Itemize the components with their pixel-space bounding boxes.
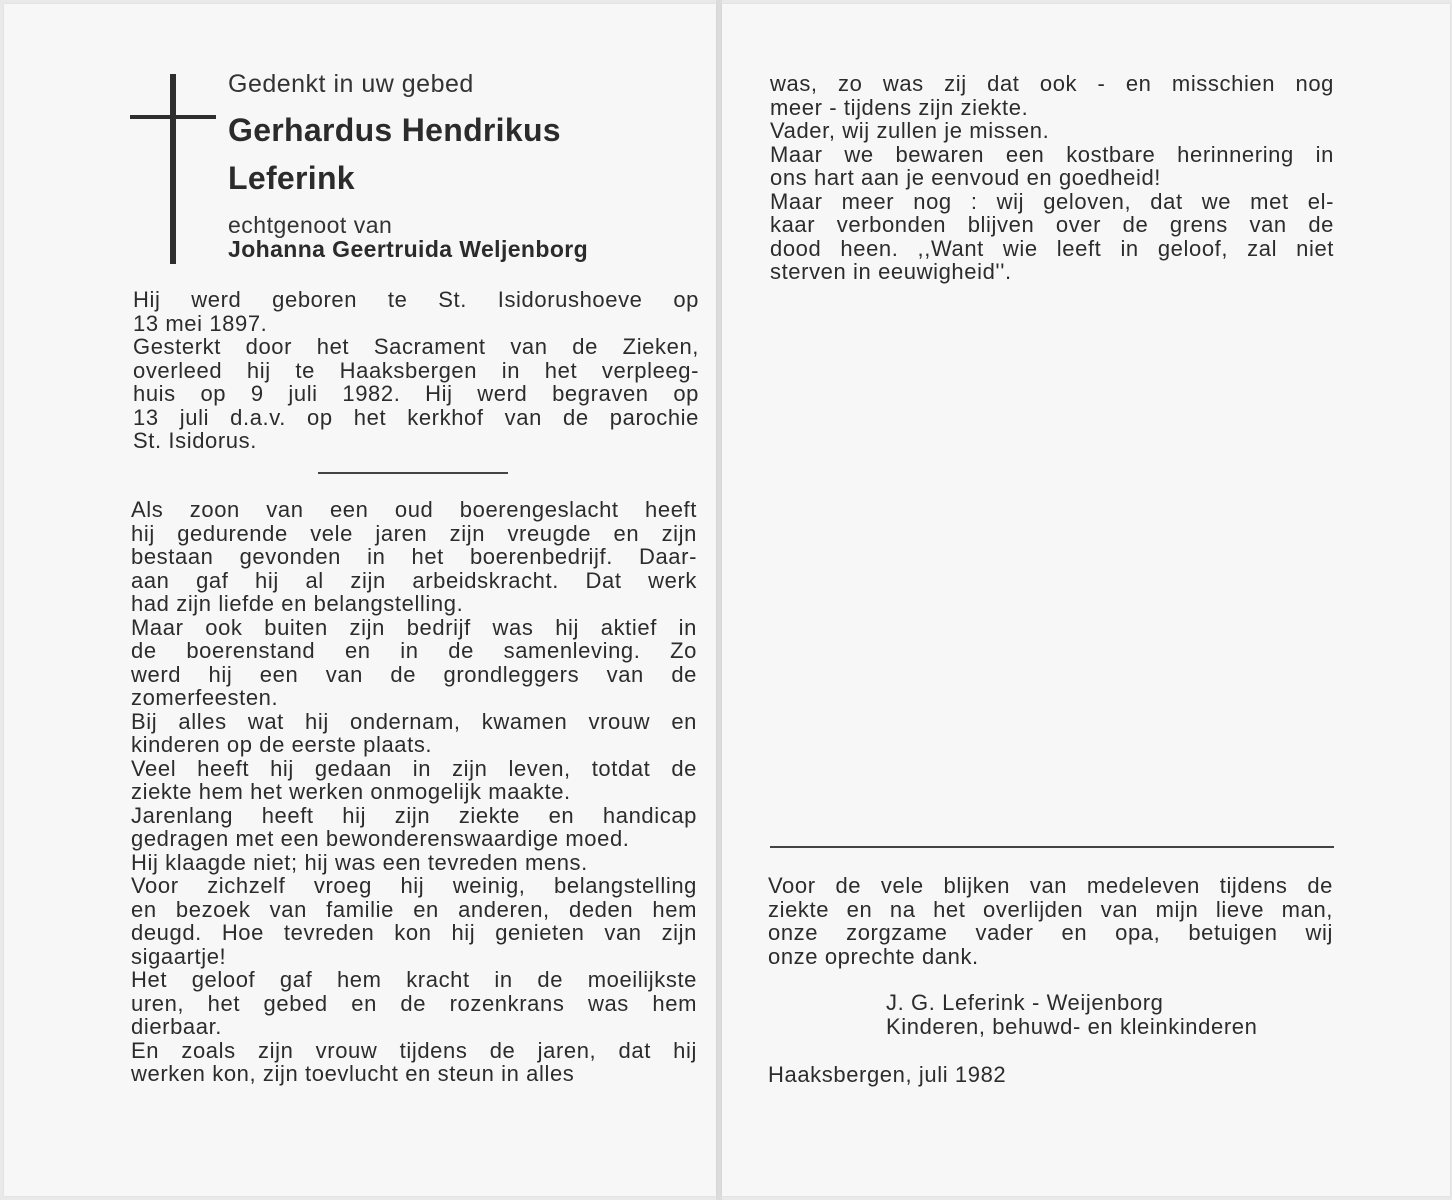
text-line: Bij alles wat hij ondernam, kwamen vrouw en [131, 708, 697, 734]
text-line: Vader, wij zullen je missen. [770, 118, 1050, 143]
text-line: aan gaf hij al zijn arbeidskracht. Dat werk [131, 567, 697, 593]
biography-paragraph [133, 288, 699, 453]
text-line: Voor zichzelf vroeg hij weinig, belangstelling [131, 873, 697, 898]
text-line: zomerfeesten. [131, 685, 279, 710]
text-line: Jarenlang heeft hij zijn ziekte en handicap [131, 802, 697, 828]
text-line: ziekte en na het overlijden van mijn lieve man, [768, 896, 1333, 922]
text-line: deugd. Hoe tevreden kon hij genieten van zijn [131, 920, 697, 945]
text-line: ons hart aan je eenvoud en goedheid! [770, 165, 1162, 190]
text-line: uren, het gebed en de rozenkrans was hem [131, 990, 697, 1016]
text-line: onze oprechte dank. [768, 943, 979, 969]
text-line: Als zoon van een oud boerengeslacht heeft [131, 497, 697, 522]
text-line: 13 juli d.a.v. op het kerkhof van de parochie [133, 404, 699, 430]
spouse-label: echtgenoot van [228, 212, 393, 238]
text-line: sigaartje! [131, 943, 227, 969]
text-line: gedragen met een bewonderenswaardige moed. [131, 826, 630, 851]
text-line: St. Isidorus. [133, 428, 257, 453]
text-line: sterven in eeuwigheid''. [770, 259, 1012, 284]
text-line: Hij klaagde niet; hij was een tevreden mens. [131, 849, 588, 875]
text-line: kaar verbonden blijven over de grens van de [770, 212, 1334, 237]
place-date: Haaksbergen, juli 1982 [768, 1062, 1007, 1087]
text-line: werken kon, zijn toevlucht en steun in alles [131, 1061, 575, 1086]
text-line: dierbaar. [131, 1014, 223, 1039]
signature-family: Kinderen, behuwd- en kleinkinderen [886, 1014, 1258, 1039]
text-line: Veel heeft hij gedaan in zijn leven, totdat de [131, 755, 697, 781]
text-line: Gesterkt door het Sacrament van de Zieken, [133, 334, 699, 359]
text-line: kinderen op de eerste plaats. [131, 732, 433, 757]
text-line: Maar we bewaren een kostbare herinnering in [770, 141, 1334, 167]
signature-name: J. G. Leferink - Weijenborg [886, 990, 1164, 1015]
text-line: huis op 9 juli 1982. Hij werd begraven op [133, 381, 699, 406]
text-line: En zoals zijn vrouw tijdens de jaren, dat hij [131, 1037, 697, 1063]
text-line: Maar ook buiten zijn bedrijf was hij aktief in [131, 614, 697, 640]
text-line: Hij werd geboren te St. Isidorushoeve op [133, 287, 699, 312]
text-line: was, zo was zij dat ook - en misschien nog [770, 71, 1334, 96]
text-line: bestaan gevonden in het boerenbedrijf. Daar- [131, 544, 697, 569]
text-line: 13 mei 1897. [133, 310, 268, 336]
text-line: overleed hij te Haaksbergen in het verpleeg- [133, 357, 699, 383]
divider [770, 846, 1334, 848]
cross-icon-vertical [170, 74, 176, 264]
text-line: werd hij een van de grondleggers van de [131, 661, 697, 687]
text-line: hij gedurende vele jaren zijn vreugde en zijn [131, 520, 697, 546]
cross-icon-horizontal [130, 115, 216, 119]
text-line: Maar meer nog : wij geloven, dat we met el- [770, 188, 1334, 214]
life-story-paragraph [131, 498, 697, 1086]
deceased-name-first: Gerhardus Hendrikus [228, 112, 561, 148]
continuation-paragraph [770, 72, 1334, 284]
divider [318, 472, 508, 474]
text-line: en bezoek van familie en anderen, deden hem [131, 896, 697, 922]
text-line: ziekte hem het werken onmogelijk maakte. [131, 779, 571, 804]
text-line: onze zorgzame vader en opa, betuigen wij [768, 920, 1333, 945]
text-line: meer - tijdens zijn ziekte. [770, 94, 1029, 120]
thanks-paragraph [768, 874, 1333, 968]
text-line: Voor de vele blijken van medeleven tijdens de [768, 873, 1333, 898]
deceased-name-last: Leferink [228, 160, 355, 196]
text-line: dood heen. ,,Want wie leeft in geloof, zal niet [770, 235, 1334, 261]
text-line: had zijn liefde en belangstelling. [131, 591, 464, 616]
memorial-lead: Gedenkt in uw gebed [228, 70, 474, 98]
spouse-name: Johanna Geertruida Weljenborg [228, 236, 589, 262]
text-line: Het geloof gaf hem kracht in de moeilijkste [131, 967, 697, 992]
text-line: de boerenstand en in de samenleving. Zo [131, 638, 697, 663]
